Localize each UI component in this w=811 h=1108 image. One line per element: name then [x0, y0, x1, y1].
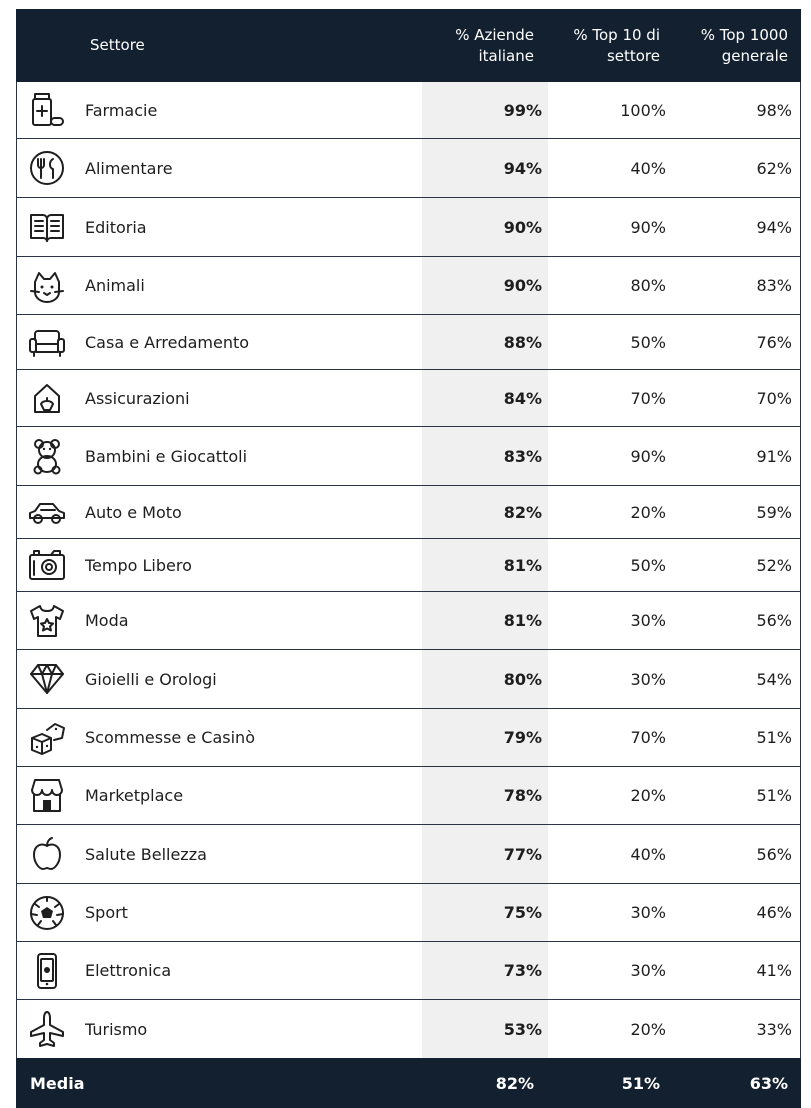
value-top1000-general: 83%: [756, 276, 792, 295]
value-top1000-general: 46%: [756, 903, 792, 922]
table-row: [17, 315, 800, 370]
table-row: [17, 198, 800, 257]
table-row: [17, 825, 800, 884]
value-top1000-general: 70%: [756, 388, 792, 408]
footer-value-top1000: 63%: [749, 1073, 788, 1093]
book-icon: [27, 207, 67, 247]
sector-name: Scommesse e Casinò: [85, 728, 255, 747]
header-col2-line1: % Top 10 di: [573, 25, 660, 44]
pharmacy-icon: [27, 90, 67, 130]
value-italian-companies: 82%: [422, 486, 548, 538]
table-row: [17, 650, 800, 709]
table-row: [17, 592, 800, 650]
table-row: [17, 486, 800, 539]
value-top10-sector: 70%: [630, 388, 666, 408]
value-italian-companies: 84%: [422, 370, 548, 426]
sector-name: Turismo: [85, 1019, 148, 1039]
value-italian-companies: 81%: [422, 539, 548, 591]
table-header: [16, 9, 801, 82]
header-sector-label: Settore: [90, 36, 145, 54]
footer-label: Media: [30, 1073, 85, 1093]
pet-icon: [27, 266, 67, 306]
value-top1000-general: 59%: [756, 502, 792, 522]
sector-name: Casa e Arredamento: [85, 332, 250, 352]
tshirt-icon: [27, 601, 67, 641]
header-col1-line2: italiane: [478, 46, 534, 65]
header-top10-sector: [542, 9, 660, 82]
table-body: [16, 82, 801, 1058]
sector-name: Tempo Libero: [85, 555, 192, 575]
value-top1000-general: 52%: [756, 555, 792, 575]
header-col3-line2: generale: [721, 46, 788, 65]
value-top1000-general: 56%: [756, 844, 792, 864]
table-row: [17, 709, 800, 767]
header-sector: [90, 9, 145, 82]
sector-name: Auto e Moto: [85, 502, 182, 522]
value-top10-sector: 90%: [630, 217, 666, 237]
value-top10-sector: 50%: [630, 332, 666, 352]
header-col3-line1: % Top 1000: [700, 25, 788, 44]
header-italian-companies: [416, 9, 534, 82]
value-top10-sector: 30%: [630, 669, 666, 689]
sector-name: Salute Bellezza: [85, 844, 207, 864]
airplane-icon: [27, 1009, 67, 1049]
value-top1000-general: 76%: [756, 332, 792, 352]
value-italian-companies: 83%: [422, 427, 548, 485]
value-italian-companies: 75%: [422, 884, 548, 941]
table-row: [17, 884, 800, 942]
sector-name: Alimentare: [85, 158, 173, 178]
sector-name: Editoria: [85, 217, 147, 237]
value-top1000-general: 33%: [756, 1019, 792, 1039]
sector-name: Sport: [85, 903, 128, 922]
value-italian-companies: 88%: [422, 315, 548, 369]
value-italian-companies: 94%: [422, 139, 548, 197]
value-top10-sector: 80%: [630, 276, 666, 295]
value-italian-companies: 77%: [422, 825, 548, 883]
table-footer-average: [16, 1058, 801, 1108]
value-italian-companies: 78%: [422, 767, 548, 824]
value-italian-companies: 90%: [422, 198, 548, 256]
sector-name: Assicurazioni: [85, 388, 190, 408]
value-top10-sector: 100%: [620, 100, 666, 120]
value-italian-companies: 79%: [422, 709, 548, 766]
sector-name: Elettronica: [85, 961, 172, 980]
food-icon: [27, 148, 67, 188]
table-row: [17, 257, 800, 315]
teddy-bear-icon: [27, 436, 67, 476]
value-italian-companies: 90%: [422, 257, 548, 314]
table-row: [17, 370, 800, 427]
camera-icon: [27, 545, 67, 585]
value-italian-companies: 80%: [422, 650, 548, 708]
value-top10-sector: 30%: [630, 611, 666, 630]
value-italian-companies: 73%: [422, 942, 548, 999]
store-icon: [27, 776, 67, 816]
sector-name: Bambini e Giocattoli: [85, 446, 248, 466]
sofa-icon: [27, 322, 67, 362]
value-italian-companies: 99%: [422, 82, 548, 138]
table-row: [17, 767, 800, 825]
value-italian-companies: 81%: [422, 592, 548, 649]
sector-name: Marketplace: [85, 786, 184, 805]
sector-name: Farmacie: [85, 100, 158, 120]
table-row: [17, 539, 800, 592]
table-row: [17, 82, 800, 139]
value-top10-sector: 40%: [630, 158, 666, 178]
table-row: [17, 139, 800, 198]
sector-name: Animali: [85, 276, 145, 295]
value-top10-sector: 50%: [630, 555, 666, 575]
sector-table: [16, 9, 801, 1108]
value-top1000-general: 51%: [756, 728, 792, 747]
value-top1000-general: 51%: [756, 786, 792, 805]
table-row: [17, 1000, 800, 1058]
value-top1000-general: 54%: [756, 669, 792, 689]
value-top1000-general: 41%: [756, 961, 792, 980]
sector-name: Gioielli e Orologi: [85, 669, 217, 689]
value-top1000-general: 98%: [756, 100, 792, 120]
table-row: [17, 427, 800, 486]
value-italian-companies: 53%: [422, 1000, 548, 1058]
table-row: [17, 942, 800, 1000]
value-top1000-general: 62%: [756, 158, 792, 178]
header-top1000-general: [668, 9, 788, 82]
value-top1000-general: 56%: [756, 611, 792, 630]
header-col1-line1: % Aziende: [455, 25, 534, 44]
value-top10-sector: 70%: [630, 728, 666, 747]
soccer-ball-icon: [27, 893, 67, 933]
insurance-icon: [27, 378, 67, 418]
footer-value-top10: 51%: [621, 1073, 660, 1093]
value-top10-sector: 90%: [630, 446, 666, 466]
value-top1000-general: 91%: [756, 446, 792, 466]
value-top10-sector: 30%: [630, 903, 666, 922]
sector-name: Moda: [85, 611, 129, 630]
diamond-icon: [27, 659, 67, 699]
header-col2-line2: settore: [606, 46, 660, 65]
value-top10-sector: 20%: [630, 1019, 666, 1039]
value-top10-sector: 20%: [630, 502, 666, 522]
value-top10-sector: 30%: [630, 961, 666, 980]
value-top10-sector: 20%: [630, 786, 666, 805]
apple-icon: [27, 834, 67, 874]
car-icon: [27, 492, 67, 532]
footer-value-italian: 82%: [495, 1073, 534, 1093]
value-top1000-general: 94%: [756, 217, 792, 237]
dice-icon: [27, 718, 67, 758]
value-top10-sector: 40%: [630, 844, 666, 864]
smartphone-icon: [27, 951, 67, 991]
